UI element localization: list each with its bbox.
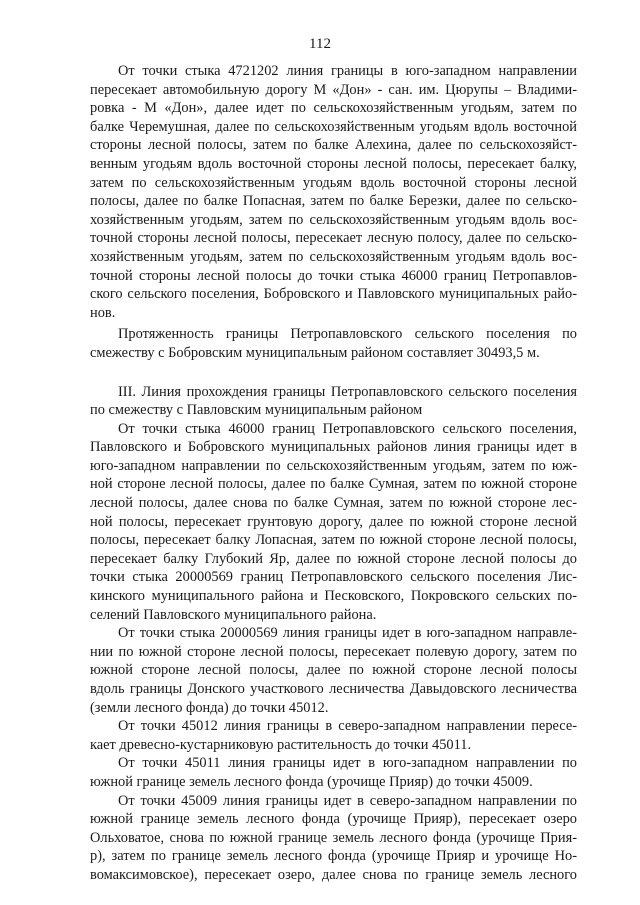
paragraph-2	[90, 325, 577, 362]
text-line: южной границе земель лесного фонда (урочище Прияр) до точки 45009.	[90, 773, 533, 790]
text-line: полосы, пересекает балку Лопасная, затем по южной стороне лесной полосы,	[90, 532, 577, 549]
text-line: лесной полосы, далее снова по балке Сумная, затем по южной стороне лес-	[90, 495, 577, 512]
text-line: Павловского и Бобровского муниципальных районов линия границы идет в	[90, 439, 577, 456]
text-line: пересекает балку Глубокий Яр, далее по южной стороне лесной полосы до	[90, 550, 577, 567]
text-line: ной стороне лесной полосы, далее по балке Сумная, затем по южной стороне	[90, 476, 577, 493]
text-line: балке Черемушная, далее по сельскохозяйственным угодьям вдоль восточной	[90, 118, 577, 135]
text-line: р), затем по границе земель лесного фонда (урочище Прияр и урочище Но-	[90, 848, 577, 865]
text-line: точки стыка 20000569 границ Петропавловского сельского поселения Лис-	[90, 569, 577, 586]
text-line: пересекает автомобильную дорогу М «Дон» - сан. им. Цюрупы – Владими-	[90, 81, 577, 98]
page-number: 112	[309, 36, 331, 52]
text-line: точной стороны лесной полосы, пересекает лесную полосу, далее по сельско-	[90, 230, 577, 247]
text-line: ной полосы, пересекает грунтовую дорогу, далее по южной стороне лесной	[90, 513, 577, 530]
paragraph-3	[90, 420, 577, 625]
text-line: смежеству с Бобровским муниципальным районом составляет 30493,5 м.	[90, 344, 540, 361]
text-line: хозяйственным угодьям, затем по сельскохозяйственным угодьям вдоль вос-	[90, 211, 577, 228]
text-line: (земли лесного фонда) до точки 45012.	[90, 699, 329, 716]
text-line: нов.	[90, 304, 116, 321]
text-line: От точки стыка 4721202 линия границы в юго-западном направлении	[118, 63, 577, 79]
text-line: хозяйственным угодьям, затем по сельскохозяйственным угодьям вдоль вос-	[90, 248, 577, 265]
text-line: От точки 45009 линия границы идет в северо-западном направлении по	[118, 792, 577, 809]
text-line: кает древесно-кустарниковую растительность до точки 45011.	[90, 736, 472, 753]
text-line: ского сельского поселения, Бобровского и Павловского муниципальных райо-	[90, 286, 577, 303]
paragraph-1	[90, 62, 577, 322]
document-body	[90, 62, 577, 885]
paragraph-6	[90, 754, 577, 791]
text-line: От точки 45012 линия границы в северо-западном направлении пересе-	[118, 718, 577, 735]
text-line: Ольховатое, снова по южной границе земель лесного фонда (урочище Прия-	[90, 829, 577, 846]
text-line: ровка - М «Дон», далее идет по сельскохозяйственным угодьям, затем по	[90, 100, 577, 117]
text-line: полосы, далее по балке Попасная, затем по балке Березки, далее по сельско-	[90, 193, 577, 210]
paragraph-4	[90, 624, 577, 717]
text-line: вомаксимовское), пересекает озеро, далее снова по границе земель лесного	[90, 866, 577, 883]
section-heading	[90, 383, 577, 420]
text-line: От точки 45011 линия границы идет в юго-западном направлении по	[118, 755, 577, 772]
text-line: южной границе земель лесного фонда (урочище Прияр), пересекает озеро	[90, 811, 577, 828]
text-line: точной стороны лесной полосы до точки стыка 46000 границ Петропавлов-	[90, 267, 577, 284]
paragraph-5	[90, 717, 577, 754]
text-line: юго-западном направлении по сельскохозяйственным угодьям, затем по юж-	[90, 457, 577, 474]
text-line: III. Линия прохождения границы Петропавловского сельского поселения	[118, 383, 577, 400]
text-line: венным угодьям вдоль восточной стороны лесной полосы, пересекает балку,	[90, 155, 577, 172]
text-line: южной стороне лесной полосы, далее по южной стороне лесной полосы	[90, 662, 577, 679]
text-line: Протяженность границы Петропавловского сельского поселения по	[118, 326, 577, 343]
text-line: стороны лесной полосы, затем по балке Алехина, далее по сельскохозяйст-	[90, 137, 577, 154]
text-line: От точки стыка 20000569 линия границы идет в юго-западном направле-	[118, 625, 577, 642]
paragraph-7	[90, 792, 577, 885]
text-line: кинского муниципального района и Песковского, Покровского сельских по-	[90, 588, 577, 605]
text-line: селений Павловского муниципального района.	[90, 606, 377, 623]
text-line: вдоль границы Донского участкового лесничества Давыдовского лесничества	[90, 681, 577, 697]
text-line: От точки стыка 46000 границ Петропавловского сельского поселения,	[118, 420, 577, 437]
text-line: нии по южной стороне лесной полосы, пересекает полевую дорогу, затем по	[90, 643, 577, 660]
text-line: затем по сельскохозяйственным угодьям вдоль восточной стороны лесной	[90, 174, 577, 191]
text-line: по смежеству с Павловским муниципальным районом	[90, 402, 423, 419]
